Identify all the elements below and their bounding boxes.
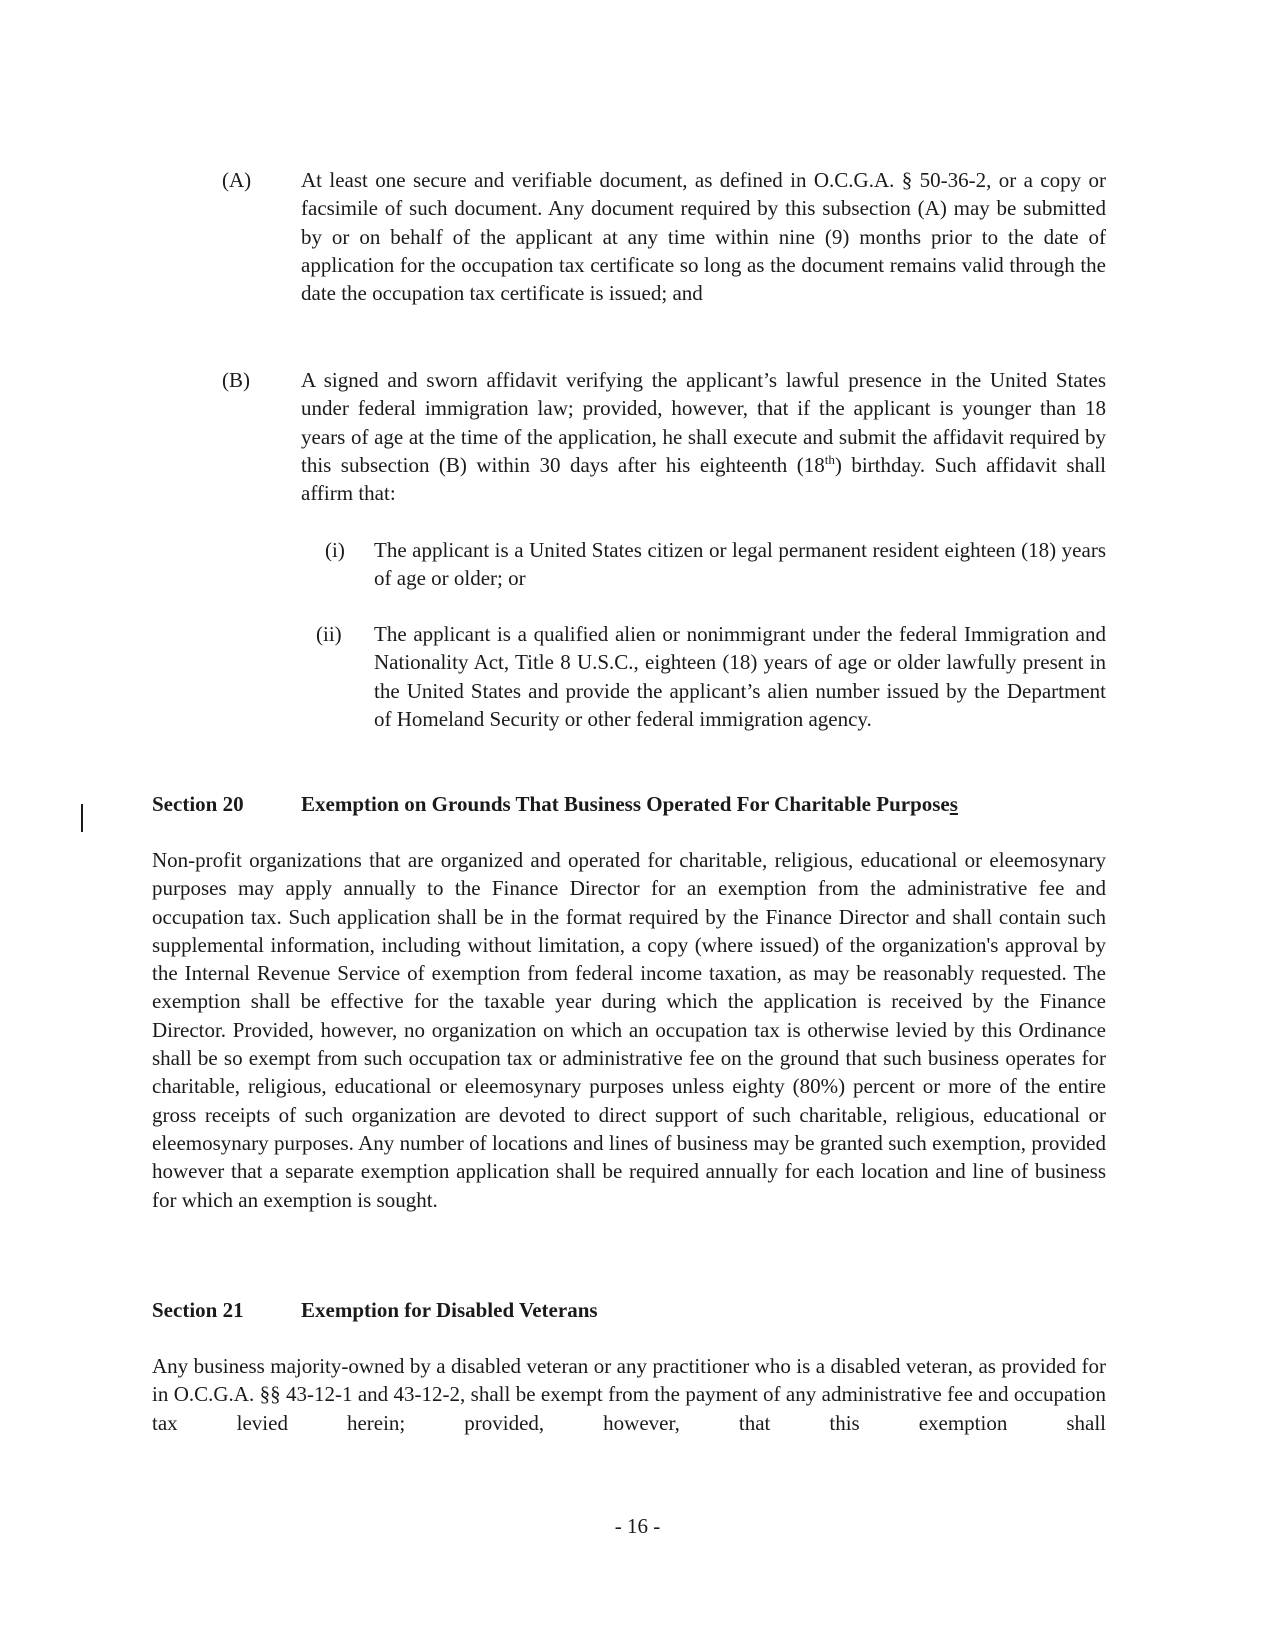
section-21-title: Exemption for Disabled Veterans	[301, 1298, 598, 1322]
item-b-text-before: A signed and sworn affidavit verifying the applicant’s lawful presence in the United States under federal immigration law; provided, however, that if the applicant is younger than 18 years of age at the time of the application, he shall execute and submit the affidavit required by this subsection (B) within 30 days after his eighteenth (18	[301, 368, 1106, 477]
item-a-label: (A)	[222, 168, 252, 192]
section-21-number: Section 21	[152, 1298, 244, 1322]
item-b-text-after: ) birthday. Such affidavit shall affirm that:	[301, 452, 1106, 506]
item-b-label: (B)	[222, 368, 250, 392]
item-b-superscript: th	[824, 451, 835, 467]
section-20-number: Section 20	[152, 792, 244, 816]
item-ii-label: (ii)	[316, 622, 342, 646]
page-number: - 16 -	[614, 1514, 661, 1538]
item-a-text: At least one secure and verifiable document, as defined in O.C.G.A. § 50-36-2, or a copy or facsimile of such document. Any document required by this subsection (A) may be submitted by or on behalf of the applicant at any time within nine (9) months prior to the date of application for the occupation tax certificate so long as the document remains valid through the date the occupation tax certificate is issued; and	[301, 168, 1106, 306]
section-20-title-main: Exemption on Grounds That Business Operated For Charitable Purpose	[301, 792, 950, 816]
section-20-title	[301, 790, 958, 818]
section-21-body: Any business majority-owned by a disabled veteran or any practitioner who is a disabled veteran, as provided for in O.C.G.A. §§ 43-12-1 and 43-12-2, shall be exempt from the payment of any administrative fee and occupation tax levied herein; provided, however, that this exemption shall	[152, 1354, 1106, 1435]
section-20-body: Non-profit organizations that are organized and operated for charitable, religious, educational or eleemosynary purposes may apply annually to the Finance Director for an exemption from the administrative fee and occupation tax. Such application shall be in the format required by the Finance Director and shall contain such supplemental information, including without limitation, a copy (where issued) of the organization's approval by the Internal Revenue Service of exemption from federal income taxation, as may be reasonably requested. The exemption shall be effective for the taxable year during which the application is received by the Finance Director. Provided, however, no organization on which an occupation tax is otherwise levied by this Ordinance shall be so exempt from such occupation tax or administrative fee on the ground that such business operates for charitable, religious, educational or eleemosynary purposes unless eighty (80%) percent or more of the entire gross receipts of such organization are devoted to direct support of such charitable, religious, educational or eleemosynary purposes. Any number of locations and lines of business may be granted such exemption, provided however that a separate exemption application shall be required annually for each location and line of business for which an exemption is sought.	[152, 848, 1106, 1212]
item-b-text	[301, 366, 1106, 507]
revision-change-bar	[81, 804, 83, 832]
item-i-label: (i)	[325, 538, 345, 562]
section-20-title-last-char: s	[949, 792, 958, 816]
item-i-text: The applicant is a United States citizen or legal permanent resident eighteen (18) years of age or older; or	[374, 538, 1106, 591]
item-ii-text: The applicant is a qualified alien or nonimmigrant under the federal Immigration and Nationality Act, Title 8 U.S.C., eighteen (18) years of age or older lawfully present in the United States and provide the applicant’s alien number issued by the Department of Homeland Security or other federal immigration agency.	[374, 622, 1106, 731]
